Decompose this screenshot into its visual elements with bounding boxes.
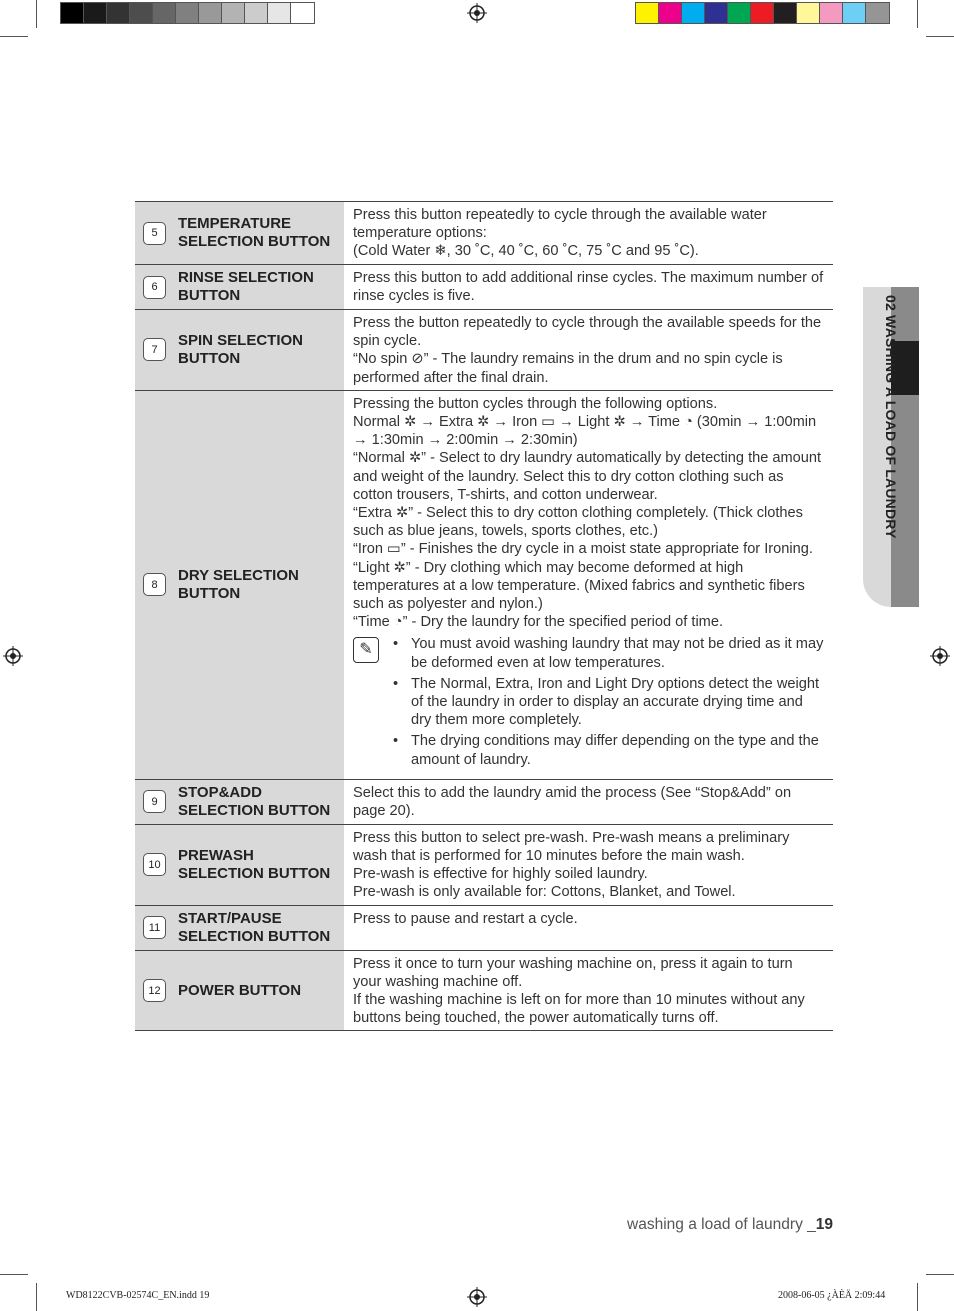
note-list bbox=[393, 635, 825, 771]
item-number-badge: 12 bbox=[143, 979, 166, 1002]
description-line: Pre-wash is effective for highly soiled laundry. bbox=[353, 866, 648, 883]
description-line: Press to pause and restart a cycle. bbox=[353, 910, 578, 927]
page-footer bbox=[627, 1216, 833, 1234]
registration-mark-icon bbox=[930, 646, 950, 666]
crop-mark bbox=[0, 36, 28, 37]
button-name: PREWASH SELECTION BUTTON bbox=[178, 846, 331, 882]
color-swatch bbox=[245, 3, 268, 23]
chapter-side-tab bbox=[863, 287, 919, 607]
item-number-badge: 5 bbox=[143, 222, 166, 245]
registration-mark-icon bbox=[467, 1287, 487, 1307]
page-number: 19 bbox=[815, 1216, 833, 1233]
description-cell bbox=[344, 780, 833, 824]
grayscale-swatches bbox=[60, 2, 315, 24]
color-swatch bbox=[751, 3, 774, 23]
description-line: “No spin ⊘” - The laundry remains in the drum and no spin cycle is performed after the final drain. bbox=[353, 351, 783, 386]
description-line: Press this button to select pre-wash. Pre-wash means a preliminary wash that is performed for 10 minutes before the main wash. bbox=[353, 829, 790, 865]
description-cell bbox=[344, 391, 833, 779]
description-cell bbox=[344, 906, 833, 950]
color-swatch bbox=[636, 3, 659, 23]
button-name-cell bbox=[135, 310, 344, 390]
button-name: DRY SELECTION BUTTON bbox=[178, 566, 299, 602]
description-line: Press the button repeatedly to cycle through the available speeds for the spin cycle. bbox=[353, 315, 822, 350]
color-swatch bbox=[199, 3, 222, 23]
crop-mark bbox=[926, 1274, 954, 1275]
color-swatches bbox=[635, 2, 890, 24]
color-swatch bbox=[843, 3, 866, 23]
note-pencil-icon: ✎ bbox=[353, 637, 379, 663]
table-row bbox=[135, 906, 833, 951]
crop-mark bbox=[36, 0, 37, 28]
color-swatch bbox=[61, 3, 84, 23]
note-item: • The drying conditions may differ depending on the type and the amount of laundry. bbox=[393, 732, 825, 768]
description-cell bbox=[344, 951, 833, 1031]
table-row bbox=[135, 310, 833, 391]
note-block bbox=[353, 635, 825, 771]
color-swatch bbox=[291, 3, 314, 23]
color-swatch bbox=[84, 3, 107, 23]
description-line: “Normal ✲” - Select to dry laundry automatically by detecting the amount and weight of the laundry. Select this to dry cotton clothing such as cotton trousers, T-shirts, and cotton underwear. bbox=[353, 450, 822, 503]
crop-mark bbox=[0, 1274, 28, 1275]
button-name: STOP&ADD SELECTION BUTTON bbox=[178, 783, 331, 819]
table-row bbox=[135, 780, 833, 825]
table-row bbox=[135, 951, 833, 1032]
button-name: TEMPERATURE SELECTION BUTTON bbox=[178, 215, 331, 250]
color-swatch bbox=[774, 3, 797, 23]
description-cell bbox=[344, 265, 833, 309]
description-line: If the washing machine is left on for more than 10 minutes without any buttons being touched, the power automatically turns off. bbox=[353, 992, 805, 1027]
color-swatch bbox=[705, 3, 728, 23]
button-name: RINSE SELECTION BUTTON bbox=[178, 269, 314, 304]
item-number-badge: 10 bbox=[143, 853, 166, 876]
description-line: Select this to add the laundry amid the process (See “Stop&Add” on page 20). bbox=[353, 784, 792, 820]
item-number-badge: 7 bbox=[143, 338, 166, 361]
description-line: “Light ✲” - Dry clothing which may become deformed at high temperatures at a low temperature. (Mixed fabrics and synthetic fibers such as polyester and nylon.) bbox=[353, 559, 805, 613]
crop-mark bbox=[917, 1283, 918, 1311]
button-name-cell bbox=[135, 951, 344, 1031]
color-swatch bbox=[268, 3, 291, 23]
registration-mark-icon bbox=[467, 3, 487, 23]
print-slug-date: 2008-06-05 ¿ÀÈÄ 2:09:44 bbox=[778, 1290, 886, 1301]
color-swatch bbox=[176, 3, 199, 23]
color-swatch bbox=[222, 3, 245, 23]
crop-mark bbox=[36, 1283, 37, 1311]
footer-text: washing a load of laundry _ bbox=[627, 1216, 816, 1233]
registration-mark-icon bbox=[3, 646, 23, 666]
item-number-badge: 8 bbox=[143, 573, 166, 596]
color-swatch bbox=[820, 3, 843, 23]
description-line: (Cold Water ❄, 30 ˚C, 40 ˚C, 60 ˚C, 75 ˚C and 95 ˚C). bbox=[353, 243, 699, 260]
color-swatch bbox=[866, 3, 889, 23]
button-name-cell bbox=[135, 202, 344, 264]
table-row bbox=[135, 265, 833, 310]
button-name: START/PAUSE SELECTION BUTTON bbox=[178, 909, 331, 945]
description-line: Pressing the button cycles through the following options. bbox=[353, 395, 718, 412]
item-number-badge: 11 bbox=[143, 916, 166, 939]
description-line: Pre-wash is only available for: Cottons, Blanket, and Towel. bbox=[353, 884, 736, 901]
crop-mark bbox=[917, 0, 918, 28]
button-name-cell bbox=[135, 825, 344, 905]
description-cell bbox=[344, 825, 833, 905]
description-cell bbox=[344, 310, 833, 390]
color-swatch bbox=[153, 3, 176, 23]
color-swatch bbox=[659, 3, 682, 23]
color-swatch bbox=[797, 3, 820, 23]
description-line: “Extra ✲” - Select this to dry cotton clothing completely. (Thick clothes such as blue jeans, towels, sports clothes, etc.) bbox=[353, 505, 803, 540]
table-row bbox=[135, 825, 833, 906]
button-name-cell bbox=[135, 906, 344, 950]
description-line: Normal ✲ → Extra ✲ → Iron ▭ → Light ✲ → Time ◔ (30min → 1:00min → 1:30min → 2:00min → 2:30min) bbox=[353, 414, 817, 449]
note-item: • You must avoid washing laundry that may not be dried as it may be deformed even at low temperatures. bbox=[393, 635, 825, 671]
chapter-title: 02 WASHING A LOAD OF LAUNDRY bbox=[883, 295, 899, 539]
table-row bbox=[135, 202, 833, 265]
print-slug-file: WD8122CVB-02574C_EN.indd 19 bbox=[66, 1290, 210, 1301]
color-swatch bbox=[107, 3, 130, 23]
crop-mark bbox=[926, 36, 954, 37]
button-name-cell bbox=[135, 391, 344, 779]
description-line: Press this button to add additional rinse cycles. The maximum number of rinse cycles is five. bbox=[353, 270, 824, 305]
description-line: Press this button repeatedly to cycle through the available water temperature options: bbox=[353, 207, 767, 242]
button-name-cell bbox=[135, 780, 344, 824]
button-name: SPIN SELECTION BUTTON bbox=[178, 331, 304, 367]
description-line: Press it once to turn your washing machine on, press it again to turn your washing machine off. bbox=[353, 955, 793, 990]
table-row bbox=[135, 391, 833, 780]
color-swatch bbox=[130, 3, 153, 23]
description-line: “Iron ▭” - Finishes the dry cycle in a moist state appropriate for Ironing. bbox=[353, 541, 813, 558]
note-item: • The Normal, Extra, Iron and Light Dry options detect the weight of the laundry in order to display an accurate drying time and dry them more completely. bbox=[393, 675, 825, 730]
button-name: POWER BUTTON bbox=[178, 981, 302, 999]
item-number-badge: 6 bbox=[143, 276, 166, 299]
description-cell bbox=[344, 202, 833, 264]
color-swatch bbox=[682, 3, 705, 23]
button-description-table bbox=[135, 201, 833, 1031]
color-swatch bbox=[728, 3, 751, 23]
item-number-badge: 9 bbox=[143, 790, 166, 813]
button-name-cell bbox=[135, 265, 344, 309]
description-line: “Time ◔” - Dry the laundry for the specified period of time. bbox=[353, 614, 724, 631]
